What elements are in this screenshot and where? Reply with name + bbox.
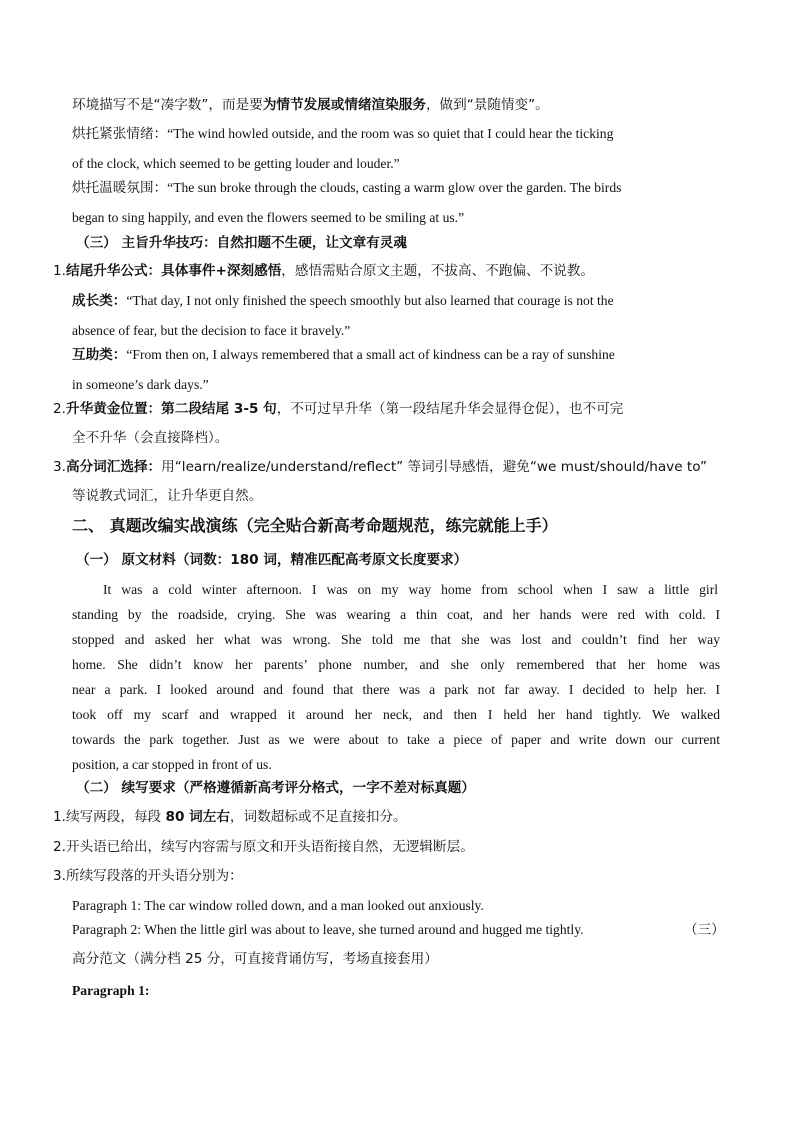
text-line: 高分范文（满分档 25 分，可直接背诵仿写，考场直接套用） [72, 951, 438, 967]
bold-span: 成长类： [72, 293, 127, 309]
list-number: 2. [53, 839, 66, 855]
heading-span: （二） 续写要求 [76, 780, 176, 796]
bold-span: 互助类： [72, 347, 127, 363]
heading-span: （一） 原文材料 [76, 552, 176, 568]
paragraph-line [72, 681, 720, 699]
section-heading: （三） 主旨升华技巧：自然扣题不生硬，让文章有灵魂 [76, 235, 407, 251]
quote-span: “The sun broke through the clouds, casting a warm glow over the garden. The birds [167, 180, 622, 195]
subsection-heading [76, 779, 475, 797]
text-span: near a park. I looked around and found that there was a park not far away. I decided to help her. I [72, 682, 720, 697]
bold-span: 升华黄金位置： [66, 401, 162, 417]
text-span: ，感悟需贴合原文主题，不拔高、不跑偏、不说教。 [281, 263, 594, 279]
subsection-heading [76, 551, 467, 569]
list-number: 1. [53, 263, 66, 279]
label-span: 烘托温暖氛围： [72, 180, 168, 196]
bold-span: 第二段结尾 3-5 句 [161, 401, 277, 417]
text-line: 等说教式词汇，让升华更自然。 [72, 488, 263, 504]
section-heading: 二、 真题改编实战演练（完全贴合新高考命题规范，练完就能上手） [72, 516, 558, 535]
bold-span: 高分词汇选择： [66, 459, 162, 475]
list-item [66, 400, 623, 418]
paragraph-line [72, 706, 720, 724]
list-number: 1. [53, 809, 66, 825]
list-item [66, 262, 594, 280]
heading-span: （严格遵循新高考评分格式，一字不差对标真题） [175, 780, 475, 796]
list-number: 3. [53, 459, 66, 475]
bold-span: 结尾升华公式： [66, 263, 162, 279]
quote-span: “The wind howled outside, and the room was so quiet that I could hear the ticking [167, 126, 614, 141]
text-span: ，词数超标或不足直接扣分。 [229, 809, 407, 825]
text-line: of the clock, which seemed to be getting louder and louder.” [72, 156, 400, 171]
paragraph-line [72, 656, 720, 674]
heading-span: （词数：180 词，精准匹配高考原文长度要求） [175, 552, 468, 568]
list-item: 开头语已给出，续写内容需与原文和开头语衔接自然，无逻辑断层。 [66, 839, 474, 855]
paragraph-prompt: Paragraph 2: When the little girl was about to leave, she turned around and hugged me tightly. [72, 922, 584, 937]
text-span: ，不可过早升华（第一段结尾升华会显得仓促），也不可完 [276, 401, 624, 417]
paragraph-line [72, 731, 720, 749]
paragraph-line [103, 581, 718, 599]
text-line: in someone’s dark days.” [72, 377, 209, 392]
paragraph-label: Paragraph 1: [72, 983, 150, 998]
list-item [66, 458, 707, 476]
text-line [72, 292, 720, 310]
list-number: 3. [53, 868, 66, 884]
paragraph-prompt: Paragraph 1: The car window rolled down, and a man looked out anxiously. [72, 898, 484, 913]
paragraph-line: position, a car stopped in front of us. [72, 757, 272, 772]
list-item [66, 808, 407, 826]
text-line [72, 179, 718, 197]
bold-span: 80 词左右 [165, 809, 230, 825]
text-span: ，做到“景随情变”。 [425, 97, 549, 113]
text-span: 续写两段，每段 [66, 809, 166, 825]
text-span: towards the park together. Just as we were about to take a piece of paper and write down our current [72, 732, 720, 747]
text-span: took off my scarf and wrapped it around her neck, and then I held her hand tightly. We walked [72, 707, 720, 722]
text-span: standing by the roadside, crying. She was wearing a thin coat, and her hands were red with cold. I [72, 607, 720, 622]
text-span: stopped and asked her what was wrong. She told me that she was lost and couldn’t find her way [72, 632, 720, 647]
text-span: It was a cold winter afternoon. I was on my way home from school when I saw a little girl [103, 582, 718, 597]
paragraph-line [72, 606, 720, 624]
text-line [72, 125, 718, 143]
section-marker: （三） [684, 922, 725, 938]
quote-span: “That day, I not only finished the speech smoothly but also learned that courage is not the [126, 293, 614, 308]
text-line: began to sing happily, and even the flowers seemed to be smiling at us.” [72, 210, 465, 225]
paragraph-line [72, 631, 720, 649]
bold-span: 为情节发展或情绪渲染服务 [262, 97, 426, 113]
text-span: 用“learn/realize/understand/reflect” 等词引导感悟，避免“we must/should/have to” [161, 459, 708, 475]
list-item: 所续写段落的开头语分别为： [66, 868, 243, 884]
bold-span: 具体事件+深刻感悟 [161, 263, 282, 279]
text-line: absence of fear, but the decision to face it bravely.” [72, 323, 351, 338]
text-span: 环境描写不是“凑字数”，而是要 [72, 97, 263, 113]
text-span: home. She didn’t know her parents’ phone number, and she only remembered that her home was [72, 657, 720, 672]
text-line [72, 96, 549, 114]
quote-span: “From then on, I always remembered that a small act of kindness can be a ray of sunshine [126, 347, 615, 362]
text-line: 全不升华（会直接降档）。 [72, 430, 229, 446]
list-number: 2. [53, 401, 66, 417]
text-line [72, 346, 717, 364]
label-span: 烘托紧张情绪： [72, 126, 168, 142]
